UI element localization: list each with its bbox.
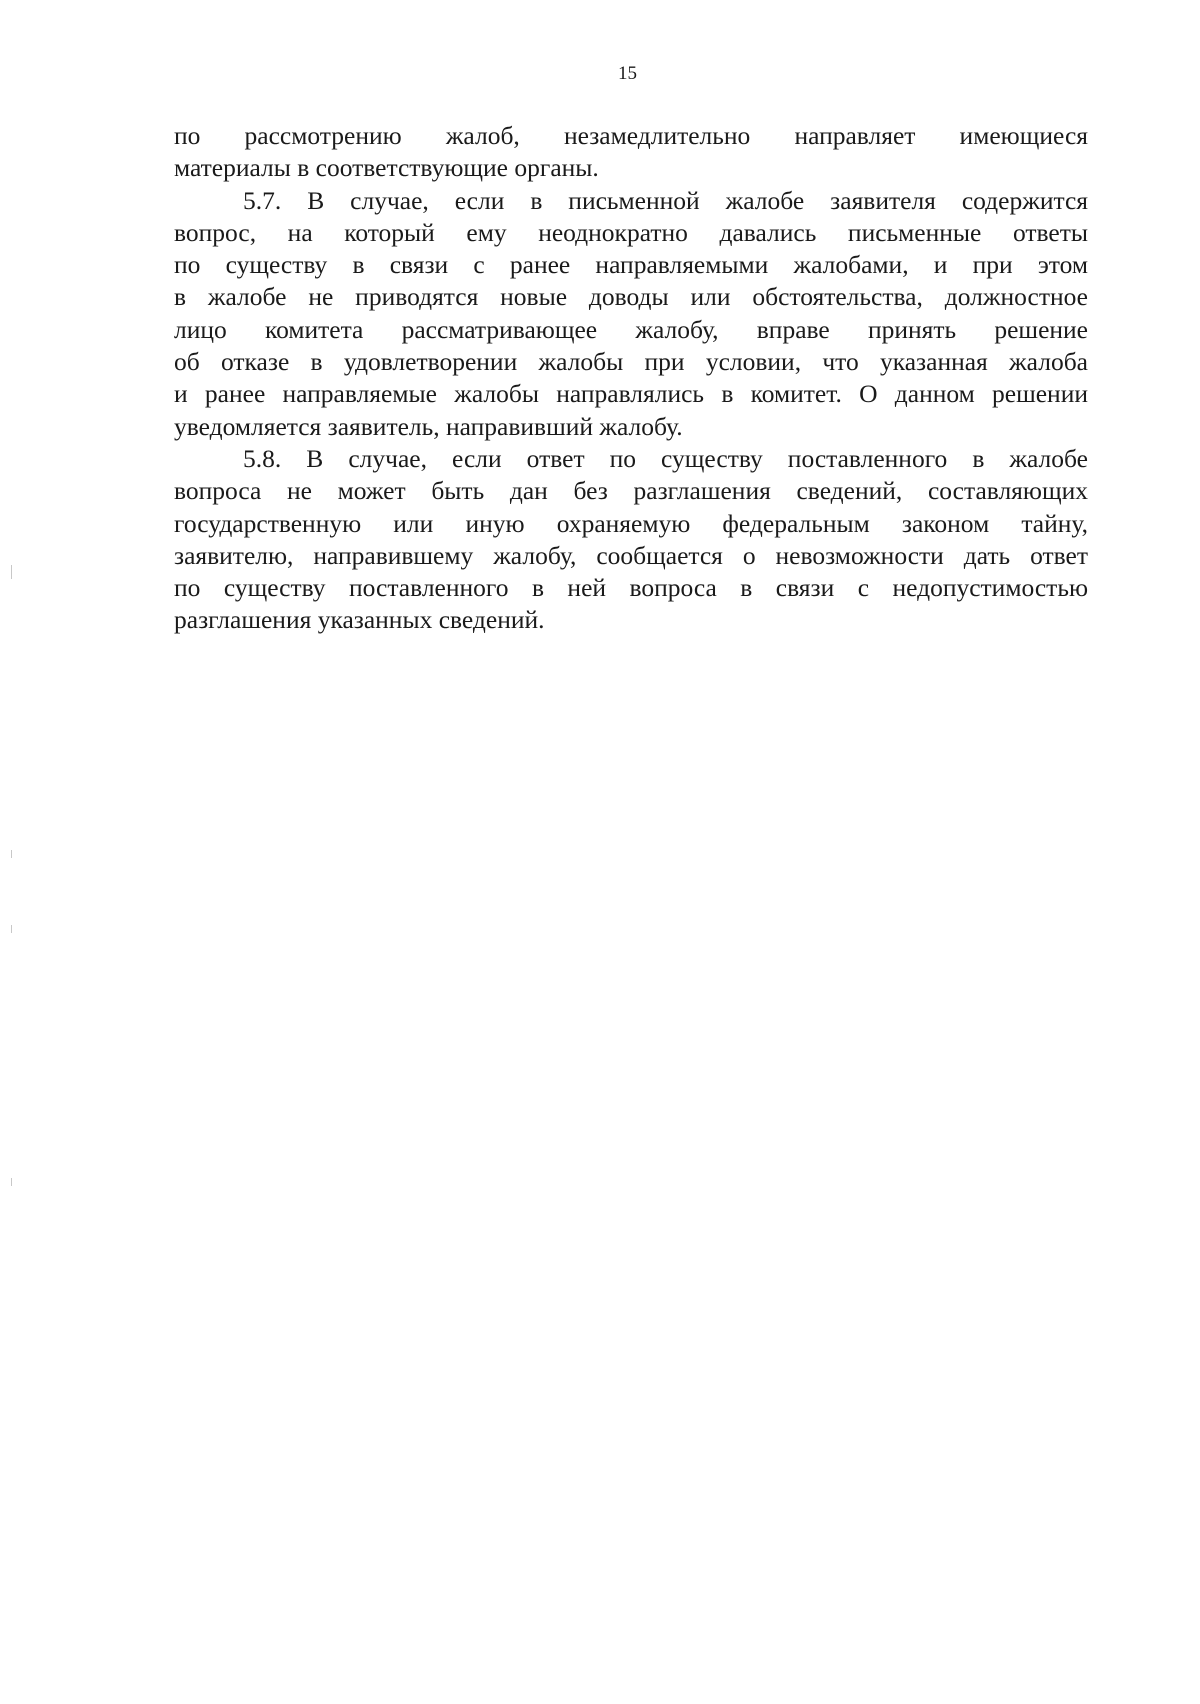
text-line: заявителю, направившему жалобу, сообщается о невозможности дать ответ [174,540,1088,570]
body-text [174,120,1088,637]
scan-mark [11,565,12,579]
text-line: разглашения указанных сведений. [174,605,545,635]
text-line: материалы в соответствующие органы. [174,153,599,183]
scan-mark [11,1178,12,1186]
text-line: по рассмотрению жалоб, незамедлительно направляет имеющиеся [174,121,1088,150]
paragraph-5-7 [174,185,1088,443]
page-number: 15 [618,63,637,84]
paragraph-continuation [174,120,1088,185]
text-line: вопрос, на который ему неоднократно давались письменные ответы [174,217,1088,247]
text-line: государственную или иную охраняемую федеральным законом тайну, [174,508,1088,538]
text-line: 5.7. В случае, если в письменной жалобе заявителя содержится [243,185,1088,215]
text-line: лицо комитета рассматривающее жалобу, вправе принять решение [174,314,1088,344]
text-line: и ранее направляемые жалобы направлялись в комитет. О данном решении [174,379,1088,409]
paragraph-5-8 [174,443,1088,637]
text-line: уведомляется заявитель, направивший жалобу. [174,411,683,441]
scan-mark [11,925,12,933]
text-line: об отказе в удовлетворении жалобы при условии, что указанная жалоба [174,347,1088,377]
scan-mark [11,850,12,858]
text-line: вопроса не может быть дан без разглашения сведений, составляющих [174,476,1088,506]
text-line: по существу в связи с ранее направляемыми жалобами, и при этом [174,250,1088,280]
text-line: в жалобе не приводятся новые доводы или обстоятельства, должностное [174,282,1088,312]
text-line: 5.8. В случае, если ответ по существу поставленного в жалобе [243,443,1088,473]
text-line: по существу поставленного в ней вопроса в связи с недопустимостью [174,573,1088,603]
